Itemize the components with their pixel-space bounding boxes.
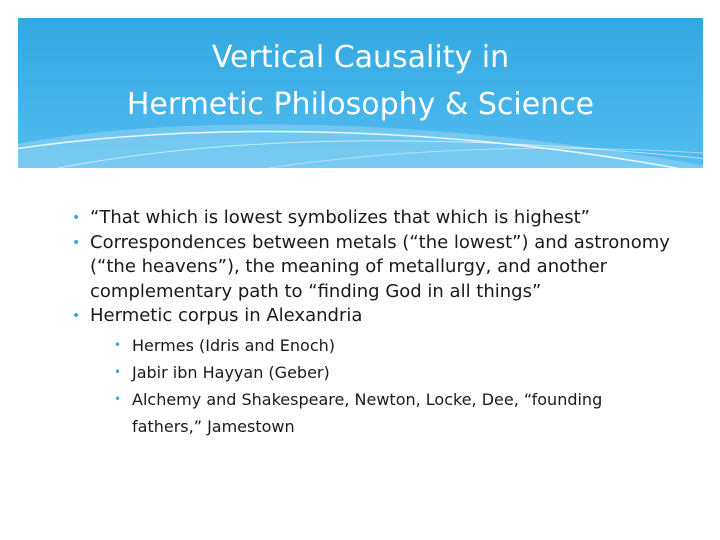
sub-bullet-text: Hermes (Idris and Enoch) xyxy=(132,335,335,355)
bullet-icon: • xyxy=(72,234,81,251)
slide-title xyxy=(18,34,703,128)
bullet-text: Hermetic corpus in Alexandria xyxy=(90,305,363,326)
sub-bullet-list xyxy=(114,332,672,440)
bullet-item xyxy=(72,231,672,305)
bullet-list xyxy=(72,206,672,440)
bullet-icon: • xyxy=(72,308,81,324)
slide-title-line2: Hermetic Philosophy & Science xyxy=(126,87,595,122)
title-band xyxy=(18,18,703,168)
sub-bullet-item xyxy=(114,332,672,359)
sub-bullet-item xyxy=(114,386,672,440)
sub-bullet-text: Alchemy and Shakespeare, Newton, Locke, Dee, “founding fathers,” Jamestown xyxy=(132,389,603,436)
sub-bullet-icon: • xyxy=(114,391,122,406)
sub-bullet-item xyxy=(114,359,672,386)
bullet-item xyxy=(72,304,672,440)
slide-body xyxy=(72,206,672,440)
bullet-text: “That which is lowest symbolizes that which is highest” xyxy=(90,207,591,228)
bullet-icon: • xyxy=(72,210,81,226)
sub-bullet-text: Jabir ibn Hayyan (Geber) xyxy=(132,362,330,382)
bullet-item xyxy=(72,206,672,231)
sub-bullet-icon: • xyxy=(114,337,122,352)
bullet-text: Correspondences between metals (“the lowest”) and astronomy (“the heavens”), the meaning of metallurgy, and another complementary path to “finding God in all things” xyxy=(90,231,670,302)
slide-title-line1: Vertical Causality in xyxy=(211,40,510,75)
sub-bullet-icon: • xyxy=(114,364,122,379)
